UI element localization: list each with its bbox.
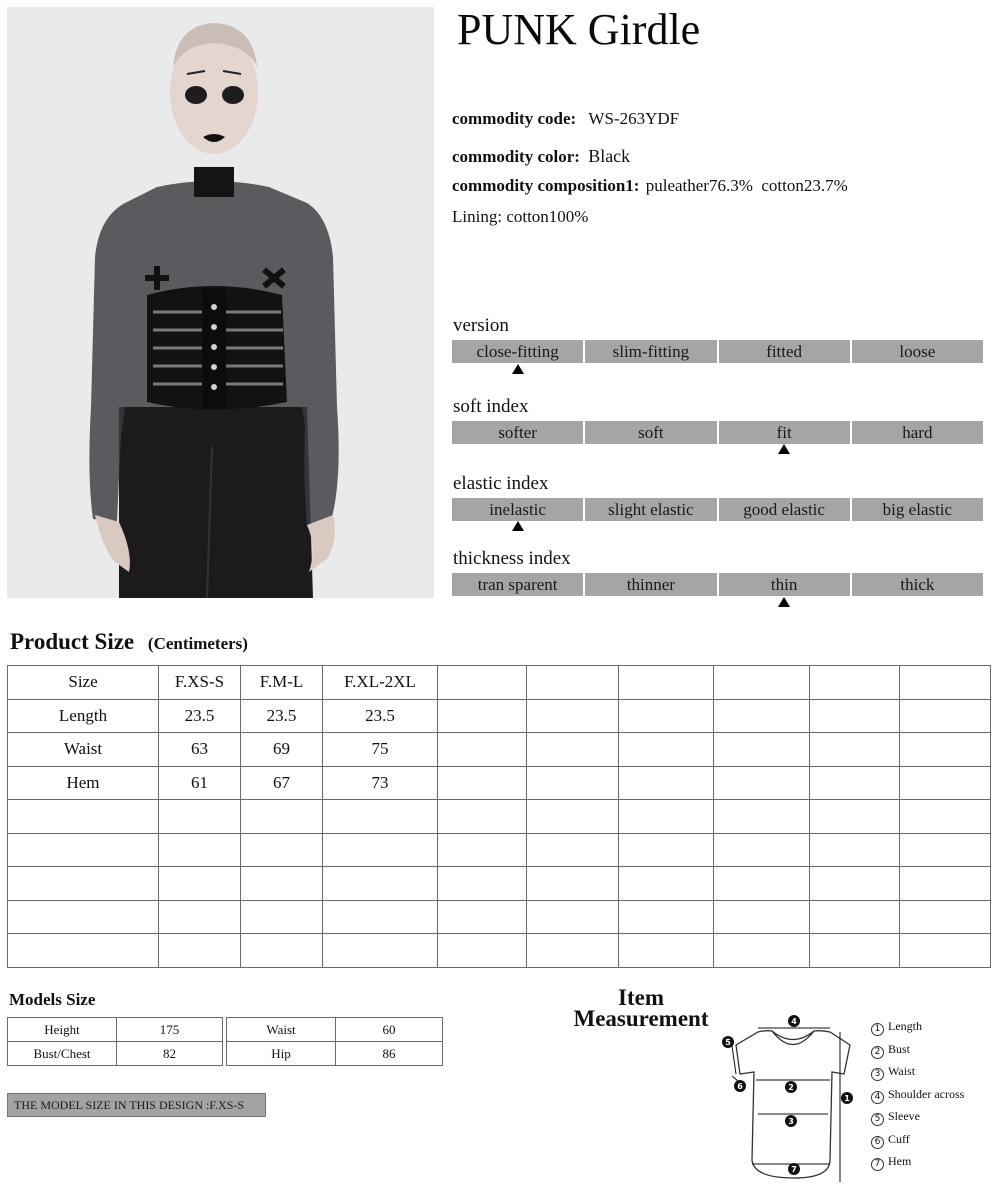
legend-label: Length [888,1019,922,1033]
table-cell: F.XS-S [159,666,241,700]
table-row-empty [8,833,991,867]
table-cell: Hem [8,766,159,800]
table-cell: 82 [117,1042,223,1066]
table-cell: 23.5 [323,699,438,733]
legend-number: 3 [871,1068,884,1081]
spec-lining [452,206,588,228]
legend-number: 4 [871,1091,884,1104]
soft-index-option: soft [585,421,716,444]
legend-label: Cuff [888,1131,910,1146]
table-cell: 61 [159,766,241,800]
legend-number: 2 [871,1046,884,1059]
svg-text:3: 3 [788,1117,794,1126]
spec-value: puleather76.3% cotton23.7% [645,176,848,195]
svg-text:6: 6 [737,1082,743,1091]
table-cell: Waist [8,733,159,767]
soft-index-option: softer [452,421,583,444]
table-row-empty [8,934,991,968]
elastic-index-option: slight elastic [585,498,716,521]
spec-value: WS-263YDF [588,109,680,128]
legend-item [871,1062,964,1085]
version-label: version [453,315,509,336]
version-option: slim-fitting [585,340,716,363]
elastic-index-selected-marker-icon [512,521,524,531]
version-option: fitted [719,340,850,363]
svg-text:7: 7 [791,1165,797,1174]
thickness-index-option: thick [852,573,983,596]
svg-text:4: 4 [791,1017,797,1026]
legend-label: Waist [888,1064,916,1078]
table-cell: 69 [241,733,323,767]
table-cell: 60 [336,1018,443,1042]
thickness-index-option: thin [719,573,850,596]
legend-number: 5 [871,1113,884,1126]
table-cell: 75 [323,733,438,767]
table-cell: F.XL-2XL [323,666,438,700]
legend-item [871,1085,964,1108]
thickness-index-scale [452,573,983,596]
spec-key: Lining: [452,207,503,226]
thickness-index-option: tran sparent [452,573,583,596]
table-cell: 63 [159,733,241,767]
soft-index-option: hard [852,421,983,444]
elastic-index-label: elastic index [453,473,549,494]
elastic-index-option: inelastic [452,498,583,521]
table-cell: 67 [241,766,323,800]
table-cell: Size [8,666,159,700]
version-option: close-fitting [452,340,583,363]
legend-label: Hem [888,1154,912,1168]
models-size-title: Models Size [9,990,96,1009]
table-cell: 23.5 [241,699,323,733]
legend-item [871,1152,964,1175]
product-size-title: Product Size [10,629,135,654]
spec-key: commodity color: [452,147,580,166]
soft-index-label: soft index [453,396,529,417]
item-measurement-title [562,987,720,1029]
product-size-unit: (Centimeters) [147,634,248,653]
svg-text:2: 2 [788,1083,794,1092]
svg-text:1: 1 [844,1094,850,1103]
models-size-table-left [7,1017,223,1066]
soft-index-option: fit [719,421,850,444]
table-cell: Bust/Chest [8,1042,117,1066]
table-row [8,699,991,733]
table-row [8,766,991,800]
table-cell: Waist [227,1018,336,1042]
model-size-note: THE MODEL SIZE IN THIS DESIGN :F.XS-S [7,1093,266,1117]
legend-item [871,1017,964,1040]
table-row [227,1018,443,1042]
spec-commodity-code [452,108,679,130]
table-cell: Hip [227,1042,336,1066]
item-measurement-title-line2: Measurement [573,1006,709,1031]
version-selected-marker-icon [512,364,524,374]
elastic-index-scale [452,498,983,521]
legend-item [871,1107,964,1130]
legend-item [871,1040,964,1063]
spec-key: commodity code: [452,109,577,128]
product-size-table [7,665,991,968]
table-cell: 23.5 [159,699,241,733]
elastic-index-option: big elastic [852,498,983,521]
table-row-empty [8,800,991,834]
spec-value: Black [588,146,631,166]
product-title: PUNK Girdle [457,5,701,54]
thickness-index-label: thickness index [453,548,571,569]
spec-key: commodity composition1: [452,176,640,195]
legend-number: 7 [871,1158,884,1171]
product-photo [7,7,434,598]
tshirt-measurement-diagram-icon [718,1010,858,1190]
measurement-legend [871,1017,964,1175]
legend-number: 6 [871,1136,884,1149]
table-header-row [8,666,991,700]
legend-number: 1 [871,1023,884,1036]
table-row [8,733,991,767]
table-cell: 175 [117,1018,223,1042]
elastic-index-option: good elastic [719,498,850,521]
table-cell: Height [8,1018,117,1042]
legend-label: Bust [888,1041,911,1056]
item-measurement-title-line1: Item [618,985,664,1010]
models-size-table-right [226,1017,443,1066]
soft-index-scale [452,421,983,444]
svg-text:5: 5 [725,1038,731,1047]
table-row [8,1042,223,1066]
version-scale [452,340,983,363]
spec-commodity-composition [452,175,848,197]
legend-label: Sleeve [888,1109,920,1123]
table-row [8,1018,223,1042]
table-cell: 86 [336,1042,443,1066]
thickness-index-selected-marker-icon [778,597,790,607]
table-row-empty [8,900,991,934]
table-cell: Length [8,699,159,733]
legend-label: Shoulder across [888,1086,965,1101]
spec-value: cotton100% [506,207,589,226]
table-cell: 73 [323,766,438,800]
version-option: loose [852,340,983,363]
spec-commodity-color [452,145,630,168]
table-row-empty [8,867,991,901]
product-size-heading [10,628,248,658]
table-row [227,1042,443,1066]
table-cell: F.M-L [241,666,323,700]
legend-item [871,1130,964,1153]
soft-index-selected-marker-icon [778,444,790,454]
thickness-index-option: thinner [585,573,716,596]
